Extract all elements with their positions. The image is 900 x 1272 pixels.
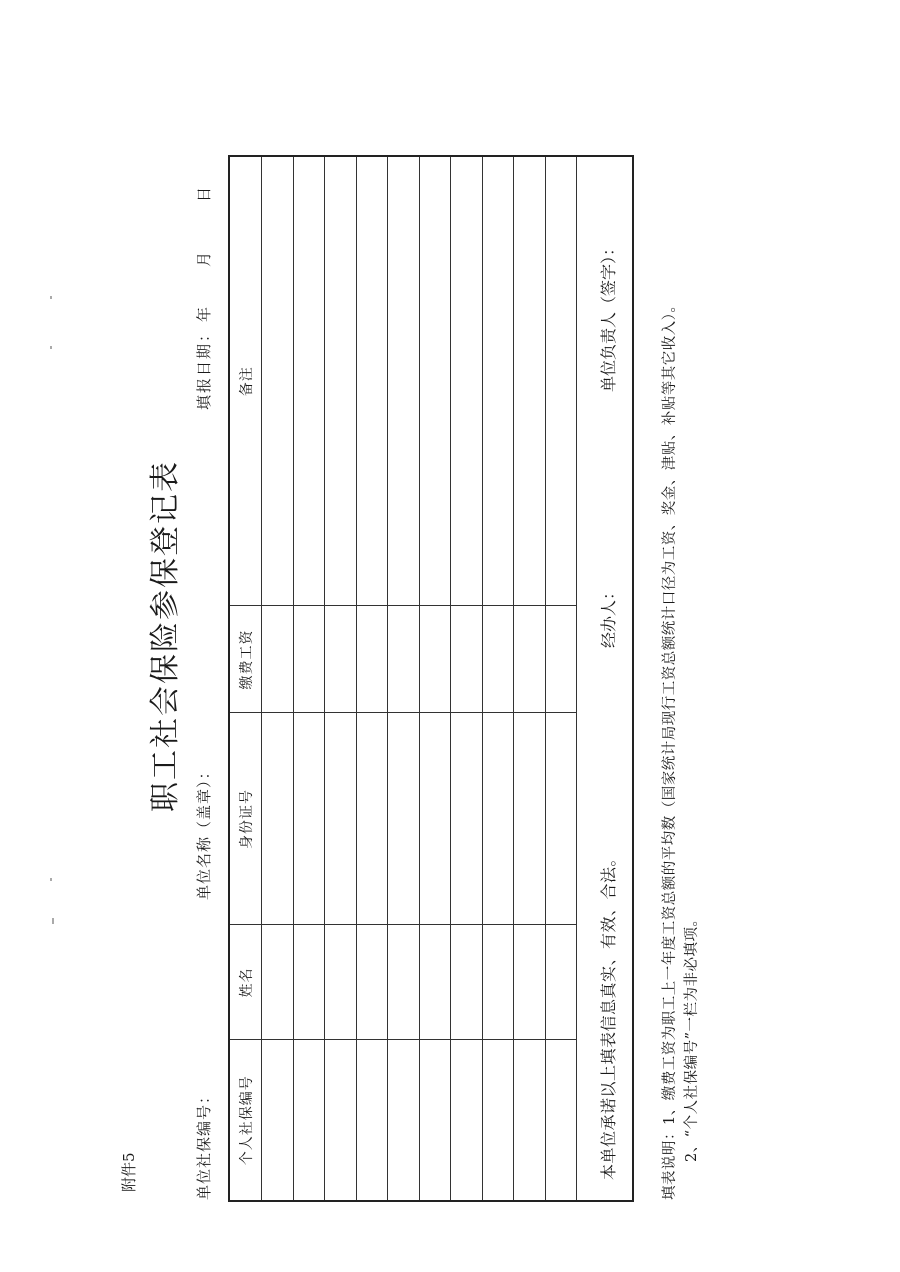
table-cell[interactable] <box>356 925 388 1040</box>
table-row <box>356 157 388 1200</box>
table-cell[interactable] <box>293 1040 325 1200</box>
table-cell[interactable] <box>482 925 514 1040</box>
table-cell[interactable] <box>262 606 294 713</box>
table-row <box>325 157 357 1200</box>
attachment-label: 附件5 <box>120 1152 138 1192</box>
table-cell[interactable] <box>388 157 420 606</box>
table-cell[interactable] <box>545 157 577 606</box>
table-cell[interactable] <box>451 925 483 1040</box>
table-cell[interactable] <box>482 1040 514 1200</box>
table-cell[interactable] <box>514 925 546 1040</box>
table-cell[interactable] <box>356 157 388 606</box>
table-cell[interactable] <box>388 1040 420 1200</box>
table-cell[interactable] <box>545 713 577 925</box>
table-cell[interactable] <box>325 1040 357 1200</box>
table-row <box>262 157 294 1200</box>
table-cell[interactable] <box>545 925 577 1040</box>
table-row <box>482 157 514 1200</box>
table-cell[interactable] <box>419 925 451 1040</box>
table-header-row <box>230 157 262 1200</box>
table-cell[interactable] <box>545 606 577 713</box>
table-cell[interactable] <box>482 713 514 925</box>
date-month-label: 月 <box>195 251 213 267</box>
table-cell[interactable] <box>451 157 483 606</box>
col-header-id-number: 身份证号 <box>230 713 262 925</box>
notes-line-2: 2、“个人社保编号”一栏为非必填项。 <box>684 911 700 1162</box>
table-cell[interactable] <box>482 606 514 713</box>
table-cell[interactable] <box>419 157 451 606</box>
table-cell[interactable] <box>451 606 483 713</box>
unit-name-label: 单位名称（盖章）： <box>195 763 213 900</box>
table-cell[interactable] <box>356 1040 388 1200</box>
col-header-remarks: 备注 <box>230 157 262 606</box>
table-cell[interactable] <box>514 157 546 606</box>
report-date-label: 填报日期： <box>195 324 213 410</box>
table-cell[interactable] <box>325 157 357 606</box>
table-row <box>545 157 577 1200</box>
table-row <box>451 157 483 1200</box>
table-cell[interactable] <box>293 157 325 606</box>
table-row <box>514 157 546 1200</box>
table-cell[interactable] <box>545 1040 577 1200</box>
leader-signature-field[interactable]: 单位负责人（签字）： <box>599 239 618 392</box>
table-row <box>388 157 420 1200</box>
table-cell[interactable] <box>293 925 325 1040</box>
table-cell[interactable] <box>419 606 451 713</box>
table-cell[interactable] <box>262 925 294 1040</box>
table-cell[interactable] <box>419 713 451 925</box>
table-cell[interactable] <box>325 713 357 925</box>
unit-social-no-label: 单位社保编号： <box>195 1087 213 1200</box>
form-title: 职工社会保险参保登记表 <box>148 460 183 812</box>
table-footer-row <box>576 157 632 1200</box>
col-header-contribution-wage: 缴费工资 <box>230 606 262 713</box>
table-cell[interactable] <box>388 713 420 925</box>
table-cell[interactable] <box>325 925 357 1040</box>
scan-speck <box>50 346 52 349</box>
table-cell[interactable] <box>262 1040 294 1200</box>
col-header-name: 姓名 <box>230 925 262 1040</box>
table-cell[interactable] <box>451 713 483 925</box>
table-cell[interactable] <box>388 925 420 1040</box>
date-day-label: 日 <box>195 186 213 202</box>
notes-line-1: 填表说明：1、缴费工资为职工上一年度工资总额的平均数（国家统计局现行工资总额统计口径为工资、奖金、津贴、补贴等其它收入）。 <box>662 297 678 1200</box>
table-cell[interactable] <box>451 1040 483 1200</box>
table-cell[interactable] <box>419 1040 451 1200</box>
table-cell[interactable] <box>514 713 546 925</box>
table-cell[interactable] <box>262 713 294 925</box>
table-cell[interactable] <box>514 606 546 713</box>
scan-speck <box>52 918 54 924</box>
table-cell[interactable] <box>293 606 325 713</box>
table-cell[interactable] <box>293 713 325 925</box>
scan-speck <box>50 878 52 881</box>
table-cell[interactable] <box>482 157 514 606</box>
scan-speck <box>50 296 52 299</box>
table-cell[interactable] <box>388 606 420 713</box>
table-cell[interactable] <box>325 606 357 713</box>
date-year-label: 年 <box>195 306 213 322</box>
table-cell[interactable] <box>356 713 388 925</box>
commitment-statement: 本单位承诺以上填表信息真实、有效、合法。 <box>599 849 618 1180</box>
table-cell[interactable] <box>262 157 294 606</box>
handler-signature-field[interactable]: 经办人： <box>599 583 618 648</box>
table-cell[interactable] <box>514 1040 546 1200</box>
table-row <box>293 157 325 1200</box>
registration-table-frame <box>228 155 634 1202</box>
table-row <box>419 157 451 1200</box>
registration-table <box>230 157 577 1200</box>
table-cell[interactable] <box>356 606 388 713</box>
col-header-personal-social-no: 个人社保编号 <box>230 1040 262 1200</box>
